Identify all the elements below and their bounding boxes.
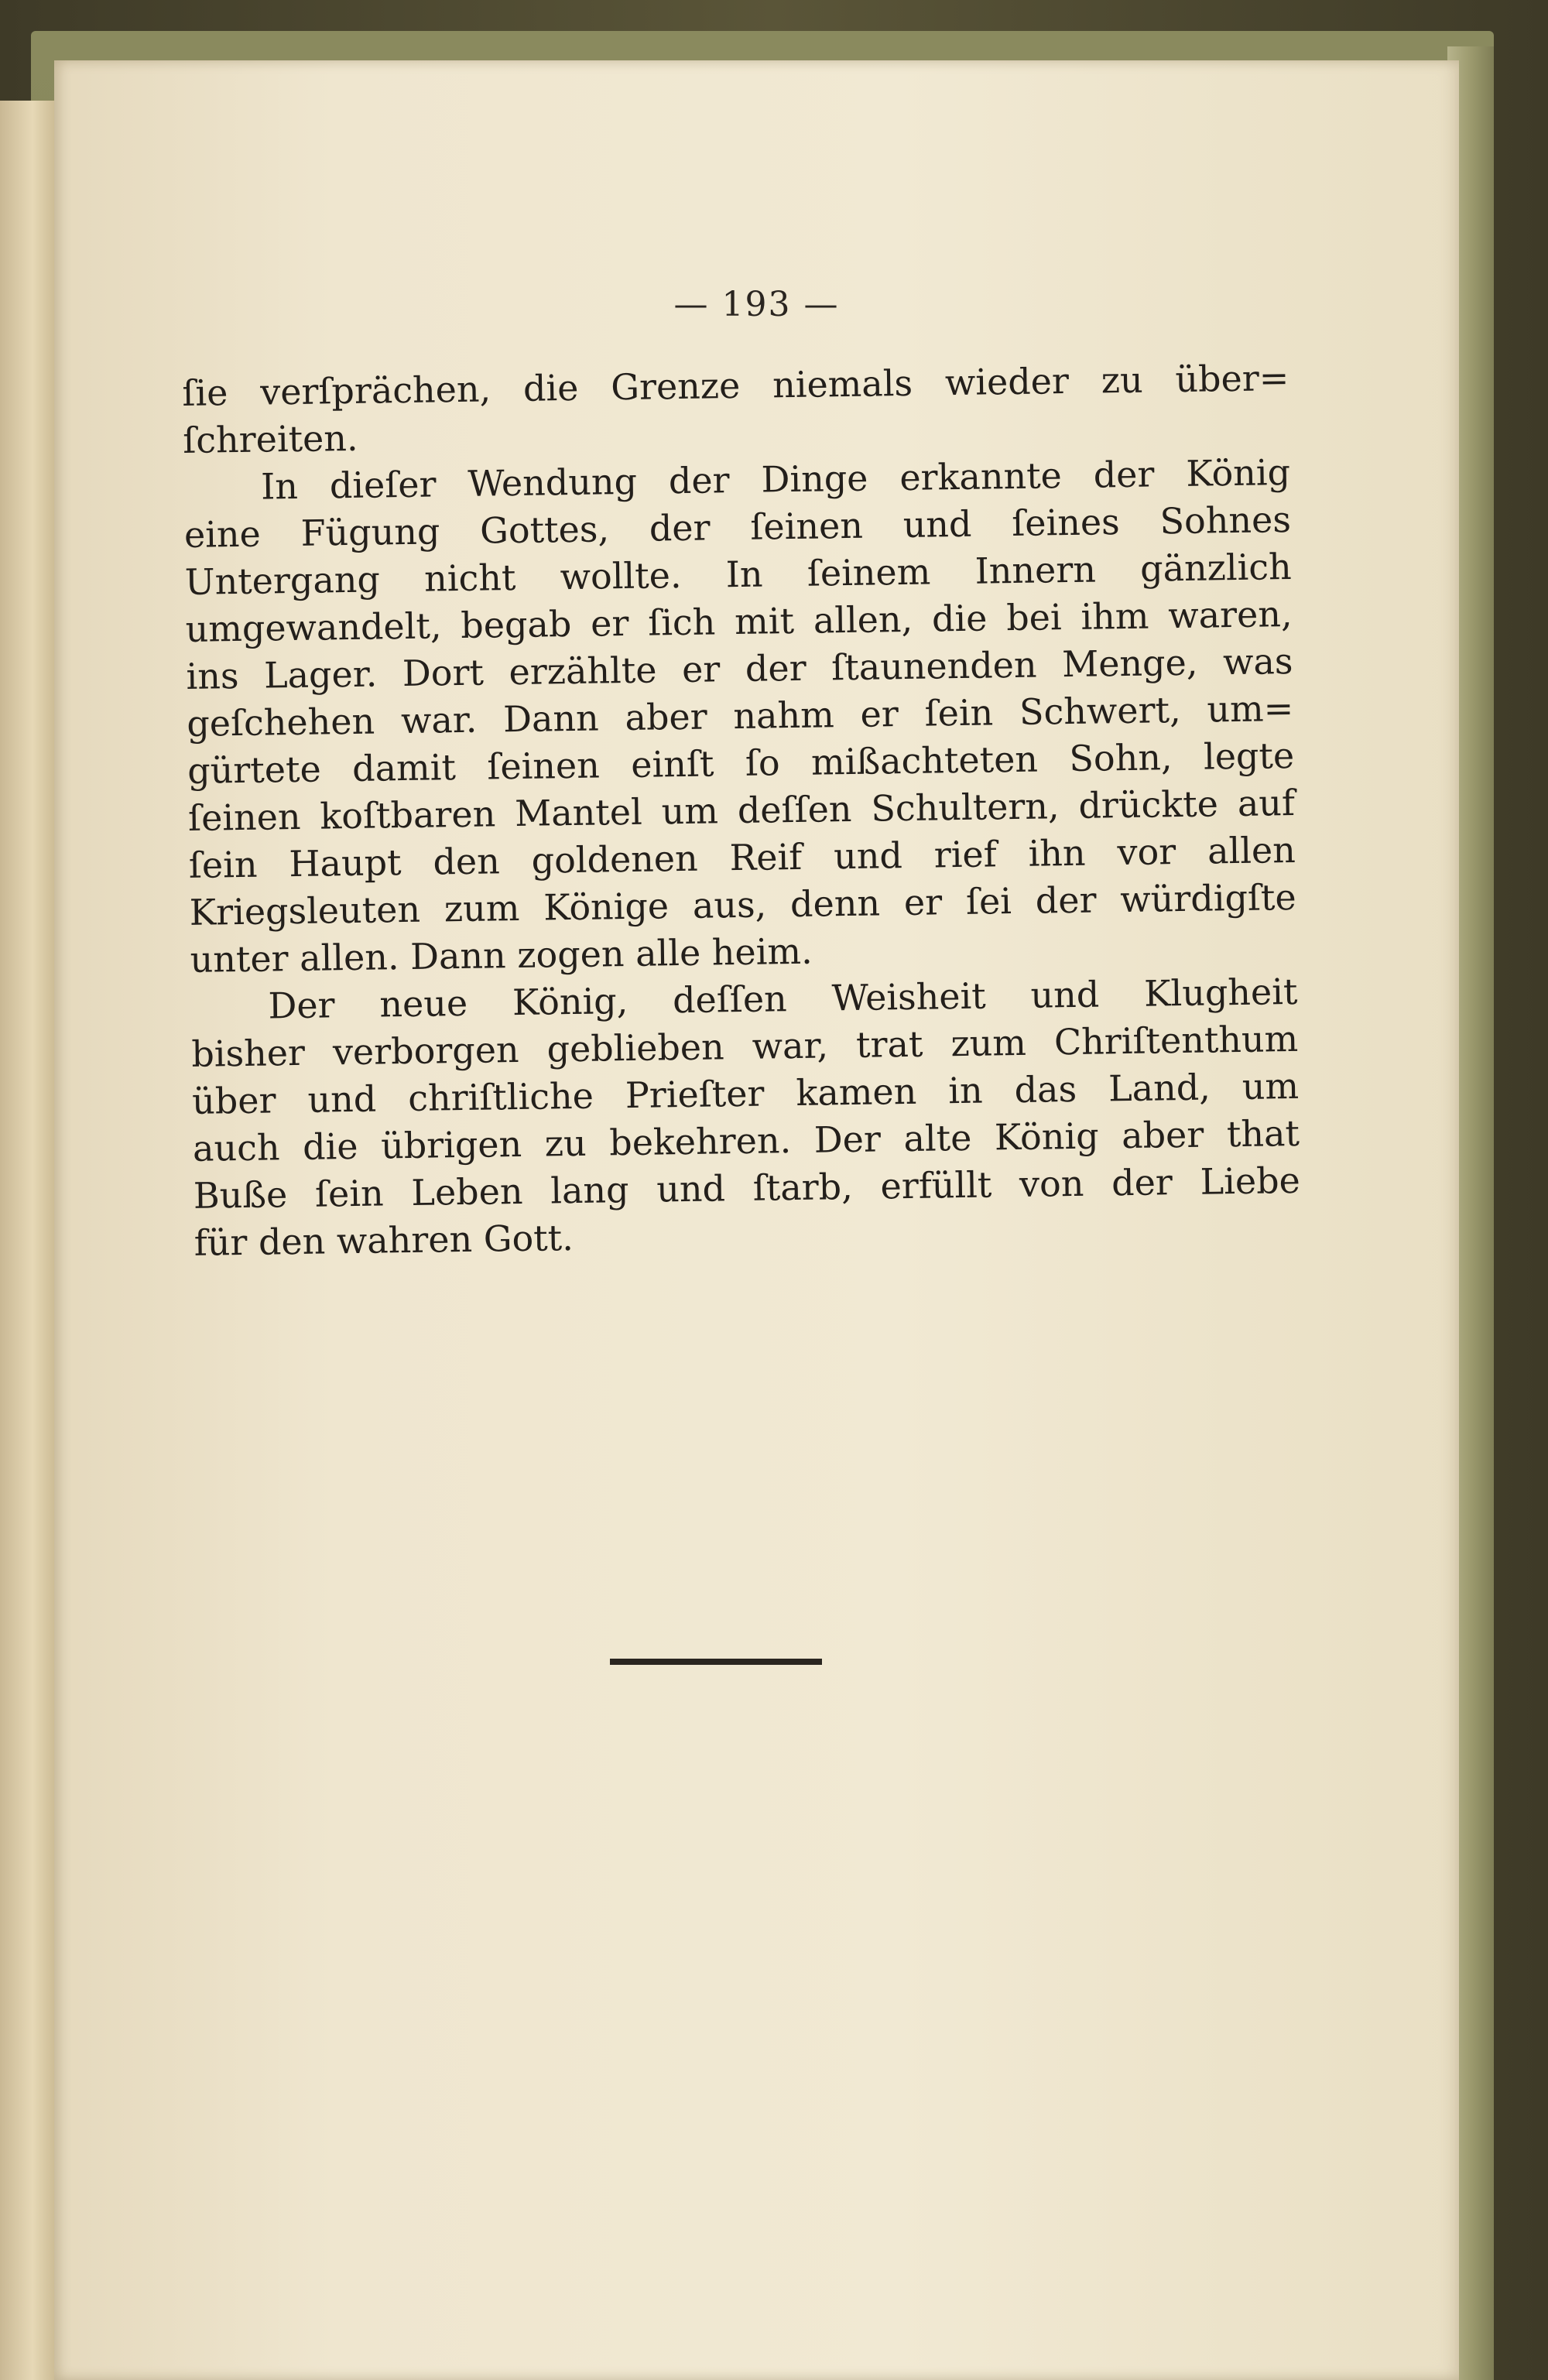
text-line: über und chriſtliche Prieſter kamen in das Land, um <box>191 1064 1300 1122</box>
text-line: gürtete damit ſeinen einſt ſo mißachteten Sohn, legte <box>187 734 1295 792</box>
left-page-edge <box>0 101 56 2380</box>
body-text <box>182 354 1301 1267</box>
text-line: ſchreiten. <box>182 416 358 461</box>
text-line: ins Lager. Dort erzählte er der ſtaunenden Menge, was <box>186 639 1293 697</box>
text-line: ſeinen koſtbaren Mantel um deſſen Schultern, drückte auf <box>187 781 1296 839</box>
text-line: Der neue König, deſſen Weisheit und Klugheit <box>268 970 1298 1027</box>
text-line: eine Fügung Gottes, der ſeinen und ſeines Sohnes <box>183 498 1292 556</box>
text-line: In dieſer Wendung der Dinge erkannte der König <box>260 451 1291 508</box>
text-line: Kriegsleuten zum Könige aus, denn er ſei der würdigſte <box>189 875 1297 933</box>
page-number: — 193 — <box>673 285 840 324</box>
book-page <box>54 60 1459 2380</box>
text-line: unter allen. Dann zogen alle heim. <box>190 930 813 981</box>
text-line: ſie verſprächen, die Grenze niemals wieder zu über= <box>182 357 1289 414</box>
text-line: für den wahren Gott. <box>194 1217 574 1264</box>
text-line: ſein Haupt den goldenen Reif und rief ihn vor allen <box>188 828 1296 886</box>
end-rule <box>610 1659 822 1665</box>
text-line: bisher verborgen geblieben war, trat zum Chriſtenthum <box>190 1017 1299 1075</box>
text-line: umgewandelt, begab er ſich mit allen, die bei ihm waren, <box>185 593 1293 650</box>
text-line: Untergang nicht wollte. In ſeinem Innern gänzlich <box>184 546 1293 603</box>
text-line: geſchehen war. Dann aber nahm er ſein Schwert, um= <box>187 687 1294 745</box>
text-line: Buße ſein Leben lang und ſtarb, erfüllt von der Liebe <box>193 1159 1301 1217</box>
text-line: auch die übrigen zu bekehren. Der alte König aber that <box>192 1111 1300 1169</box>
